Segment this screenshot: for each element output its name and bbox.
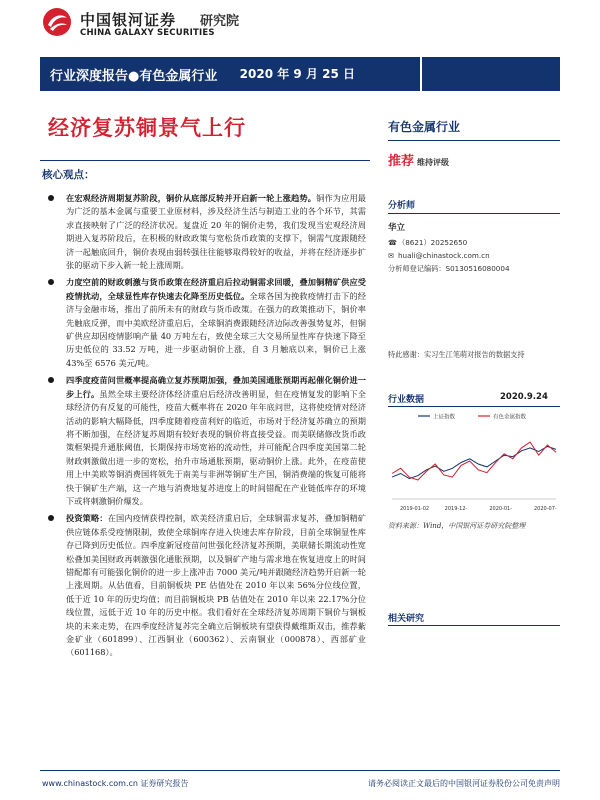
core-views-list <box>44 192 366 664</box>
chart-source: 资料来源：Wind，中国银河证券研究院整理 <box>388 522 526 530</box>
list-item <box>44 512 366 659</box>
rating-sub: 维持评级 <box>417 158 450 167</box>
footer-divider <box>40 770 560 771</box>
logo-chinese: 中国银河证券 <box>80 11 177 29</box>
list-item <box>44 374 366 508</box>
thanks-note: 特此感谢：实习生江笔萌对报告的数据支持 <box>388 350 525 359</box>
report-type: 行业深度报告●有色金属行业 <box>50 69 218 84</box>
analyst-divider <box>388 213 560 214</box>
core-views-label: 核心观点： <box>42 169 95 181</box>
logo-english: CHINA GALAXY SECURITIES <box>80 28 215 38</box>
legend-label: 有色金属指数 <box>493 414 527 421</box>
legend-label: 上证指数 <box>433 414 456 421</box>
bullet-lead: 在宏观经济周期复苏阶段，铜价从底部反转并开启新一轮上涨趋势。 <box>66 193 317 203</box>
list-item <box>44 276 366 370</box>
industry-index-chart <box>388 410 560 515</box>
x-tick-label: 2019-12- <box>444 506 468 512</box>
rating-main: 推荐 <box>388 154 415 169</box>
page-header <box>0 0 600 48</box>
analyst-phone-row <box>388 238 560 248</box>
series-line <box>392 446 556 478</box>
bullet-icon <box>48 279 54 285</box>
footer-site: www.chinastock.com.cn 证券研究报告 <box>42 779 189 788</box>
banner-divider <box>420 57 422 91</box>
bullet-icon <box>48 377 54 383</box>
analyst-cert: 分析师登记编码：S0130516080004 <box>388 264 510 273</box>
phone-icon: ☎ <box>388 238 397 247</box>
x-tick-label: 2019-01-02 <box>400 506 430 512</box>
bullet-icon <box>48 195 54 201</box>
analyst-phone: （8621）20252650 <box>398 238 468 247</box>
email-icon: ✉ <box>388 251 395 260</box>
data-divider <box>388 406 560 407</box>
industry-label: 有色金属行业 <box>388 120 461 134</box>
analyst-email[interactable]: huali@chinastock.com.cn <box>398 251 490 260</box>
report-title: 经济复苏铜景气上行 <box>48 116 246 140</box>
bullet-body: 在国内疫情获得控制，欧美经济重启后，全球铜需求复苏，叠加铜精矿供应链体系受疫情限制，致使全球铜库存进入快速去库存阶段，目前全球铜显性库存已降到历史低位。四季度新冠疫苗问世强化经济复苏预期，美联储长期流动性宽松叠加美国财政再刺激强化通胀预期，以及铜矿产地与需求地在恢复进度上的时间错配都有可能强化铜价的进一步上涨冲击 7000 美元/吨并跟随经济趋势开启新一轮上涨周期。从估值看，目前铜板块 PE 估值处在 2010 年以来 56%分位线位置，低于近 10 年的历史均值；而目前铜板块 PB 估值处在 2010 年以来 22.17%分位线位置，远低于近 10 年的历史中枢。我们看好在全球经济复苏周期下铜价与铜板块的未来走势，在四季度经济复苏完全确立后铜板块有望获得戴维斯双击，推荐紫金矿业（601899）、江西铜业（600362）、云南铜业（000878）、西部矿业（601168）。 <box>66 513 366 658</box>
bullet-body: 铜作为应用最为广泛的基本金属与重要工业原材料，涉及经济生活与制造工业的各个环节，其需求直接映射了广泛的经济状况。复盘近 20 年的铜价走势，我们发现当宏观经济周期进入复苏阶段后，在积极的财政政策与宽松货币政策的支撑下，铜需气度跟随经济一起触底回升，铜价表现由弱转强往往能够取得较好的收益，并将在经济逐步扩张的驱动下步入新一轮上涨周期。 <box>66 193 366 271</box>
galaxy-logo-icon <box>42 7 72 37</box>
x-tick-label: 2020-07- <box>534 506 557 512</box>
bullet-body: 全球各国为挽救疫情打击下的经济与金融市场，推出了前所未有的财政与货币政策。在强力的政策推动下，铜价率先触底反弹，而中美欧经济重启后，全球铜消费跟随经济边际改善强势复苏，但铜矿供应却因疫情影响产量 40 万吨左右，致使全球三大交易所显性库存快速下降至历史低位的 33.52 万吨，进一步驱动铜价上涨，自 3 月触底以来，铜价已上涨 43%至 6576 美元/吨。 <box>66 290 366 368</box>
analyst-header: 分析师 <box>388 201 416 211</box>
rating-block <box>388 150 560 169</box>
list-item <box>44 192 366 272</box>
bullet-lead: 力度空前的财政刺激与货币政策在经济重启后拉动铜需求回暖，叠加铜精矿供应受疫情扰动，全球显性库存快速去化降至历史低位。 <box>66 277 366 301</box>
footer-disclaimer: 请务必阅读正文最后的中国银河证券股份公司免责声明 <box>368 779 560 788</box>
industry-data-header: 行业数据 <box>388 395 425 405</box>
bullet-icon <box>48 515 54 521</box>
report-banner <box>40 57 560 91</box>
industry-data-date: 2020.9.24 <box>500 392 548 402</box>
related-research-header: 相关研究 <box>388 614 425 624</box>
x-tick-label: 2020-01- <box>489 506 513 512</box>
title-divider <box>40 160 370 161</box>
related-divider <box>388 625 560 626</box>
institute-label: 研究院 <box>200 14 240 29</box>
report-date: 2020 年 9 月 25 日 <box>239 67 355 81</box>
analyst-name: 华立 <box>388 223 406 233</box>
bullet-body: 虽然全球主要经济体经济重启后经济改善明显，但在疫情复发的影响下全球经济仍有反复的可能性，疫苗大概率将在 2020 年年底问世，这将使疫情对经济活动的影响大幅降低，四季度随着疫苗利好的临近，市场对于经济复苏确立的预期将不断加强，在经济复苏周期有较好表现的铜价将直接受益。而美联储修改货币政策框架提升通胀阈值，长期保持市场宽裕的流动性，并可能配合四季度美国第二轮财政刺激做出进一步的宽松，抬升市场通胀预期，驱动铜价上涨。此外，在疫苗使用上中美欧等铜消费国将领先于南美与非洲等铜矿生产国，铜消费端的恢复可能将快于铜矿生产端，这一产地与消费地复苏进度上的时间错配在产业链低库存的环境下或将刺激铜价爆发。 <box>66 388 366 506</box>
analyst-email-row <box>388 251 560 260</box>
bullet-lead: 投资策略： <box>66 513 108 524</box>
industry-divider <box>388 140 560 141</box>
bullet-lead: 四季度疫苗问世概率提高确立复苏预期加强，叠加美国通胀预期再起催化铜价进一步上行。 <box>66 375 366 399</box>
